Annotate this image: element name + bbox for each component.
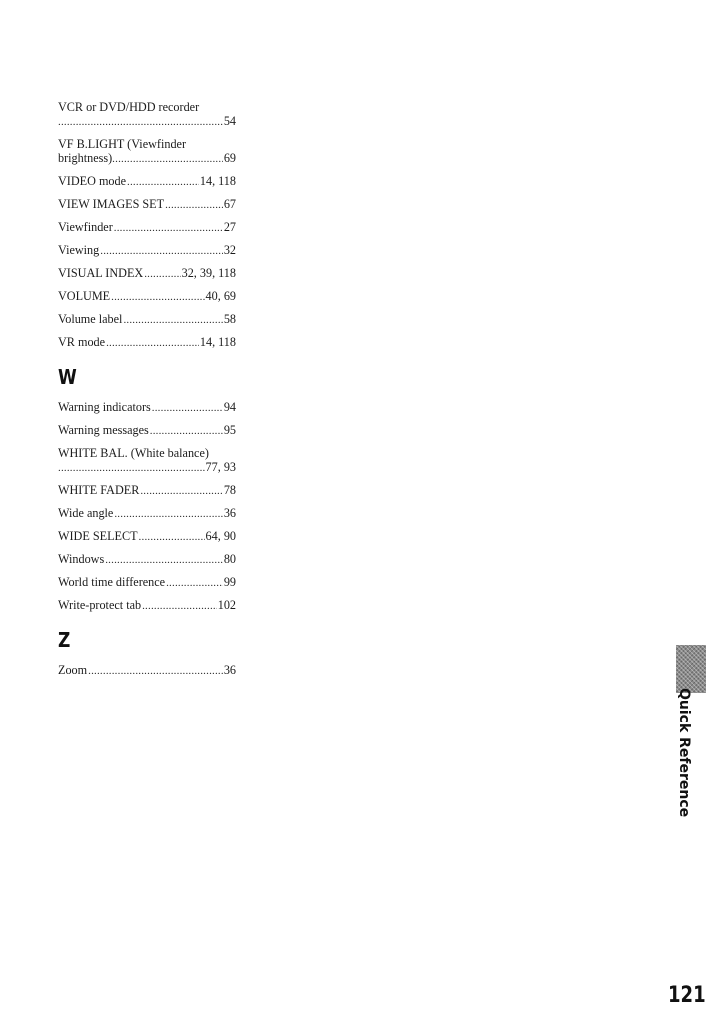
entry-pages: 36 <box>223 663 236 677</box>
index-entry-wide-angle <box>58 506 236 521</box>
section-tab-marker <box>676 645 706 693</box>
entry-pages: 95 <box>223 423 236 437</box>
index-entry-wide-select <box>58 529 236 544</box>
dot-leader <box>123 313 222 327</box>
index-entry-viewing <box>58 243 236 258</box>
entry-pages: 27 <box>223 220 236 234</box>
entry-term: Viewfinder <box>58 220 113 234</box>
entry-pages: 69 <box>223 151 236 165</box>
entry-term-continued: brightness) <box>58 151 113 165</box>
index-entry-video-mode <box>58 174 236 189</box>
dot-leader <box>100 244 223 258</box>
entry-term: WHITE FADER <box>58 483 140 497</box>
entry-term: World time difference <box>58 575 166 589</box>
section-tab-label <box>676 688 702 818</box>
entry-term: VF B.LIGHT (Viewfinder <box>58 137 187 151</box>
entry-pages: 77, 93 <box>205 460 236 474</box>
entry-leader-line <box>58 460 236 475</box>
entry-leader-line <box>58 151 236 166</box>
entry-term: VOLUME <box>58 289 111 303</box>
entry-term: VCR or DVD/HDD recorder <box>58 100 200 114</box>
index-entry-white-fader <box>58 483 236 498</box>
entry-term: Write-protect tab <box>58 598 142 612</box>
entry-pages: 54 <box>223 114 236 128</box>
index-entry-warning-indicators <box>58 400 236 415</box>
entry-term: VIDEO mode <box>58 174 127 188</box>
dot-leader <box>166 576 223 590</box>
index-entry-volume <box>58 289 236 304</box>
index-entry-zoom <box>58 663 236 678</box>
dot-leader <box>112 152 223 166</box>
dot-leader <box>127 175 199 189</box>
index-entry-view-images-set <box>58 197 236 212</box>
entry-term: Zoom <box>58 663 88 677</box>
index-entry-viewfinder <box>58 220 236 235</box>
entry-pages: 64, 90 <box>205 529 236 543</box>
entry-term: Viewing <box>58 243 100 257</box>
index-entry-write-protect-tab <box>58 598 236 613</box>
entry-term: VISUAL INDEX <box>58 266 144 280</box>
entry-pages: 67 <box>223 197 236 211</box>
dot-leader <box>150 424 223 438</box>
index-entry-vr-mode <box>58 335 236 350</box>
index-entry-vcr <box>58 100 236 129</box>
entry-term: WIDE SELECT <box>58 529 138 543</box>
entry-term: VR mode <box>58 335 106 349</box>
entry-pages: 102 <box>217 598 236 612</box>
index-entry-vf-blight <box>58 137 236 166</box>
entry-pages: 94 <box>223 400 236 414</box>
dot-leader <box>142 599 217 613</box>
entry-term: Windows <box>58 552 105 566</box>
index-entry-volume-label <box>58 312 236 327</box>
entry-term: Warning messages <box>58 423 149 437</box>
index-entry-visual-index <box>58 266 236 281</box>
index-section-w <box>58 400 236 613</box>
entry-term: Wide angle <box>58 506 114 520</box>
entry-pages: 32 <box>223 243 236 257</box>
index-entry-white-bal <box>58 446 236 475</box>
entry-pages: 14, 118 <box>199 174 236 188</box>
dot-leader <box>139 530 205 544</box>
section-heading-z: Z <box>58 628 71 652</box>
dot-leader <box>106 336 199 350</box>
entry-pages: 32, 39, 118 <box>181 266 236 280</box>
index-entry-windows <box>58 552 236 567</box>
section-tab-label-text: Quick Reference <box>676 688 692 818</box>
entry-pages: 36 <box>223 506 236 520</box>
entry-term: VIEW IMAGES SET <box>58 197 165 211</box>
index-column <box>58 100 236 686</box>
dot-leader <box>114 221 223 235</box>
dot-leader <box>58 461 205 475</box>
index-section-v <box>58 100 236 350</box>
entry-pages: 80 <box>223 552 236 566</box>
dot-leader <box>152 401 223 415</box>
dot-leader <box>165 198 223 212</box>
dot-leader <box>114 507 222 521</box>
dot-leader <box>111 290 204 304</box>
entry-pages: 99 <box>223 575 236 589</box>
entry-pages: 14, 118 <box>199 335 236 349</box>
entry-term: Warning indicators <box>58 400 151 414</box>
dot-leader <box>144 267 180 281</box>
index-entry-warning-messages <box>58 423 236 438</box>
dot-leader <box>88 664 223 678</box>
entry-term: Volume label <box>58 312 123 326</box>
entry-pages: 58 <box>223 312 236 326</box>
dot-leader <box>140 484 222 498</box>
dot-leader <box>105 553 223 567</box>
entry-term: WHITE BAL. (White balance) <box>58 446 209 460</box>
page-number: 121 <box>668 983 706 1008</box>
dot-leader <box>58 115 223 129</box>
entry-pages: 78 <box>223 483 236 497</box>
index-entry-world-time-difference <box>58 575 236 590</box>
entry-pages: 40, 69 <box>205 289 236 303</box>
index-section-z <box>58 663 236 678</box>
entry-leader-line <box>58 114 236 129</box>
section-heading-w: W <box>58 365 77 389</box>
